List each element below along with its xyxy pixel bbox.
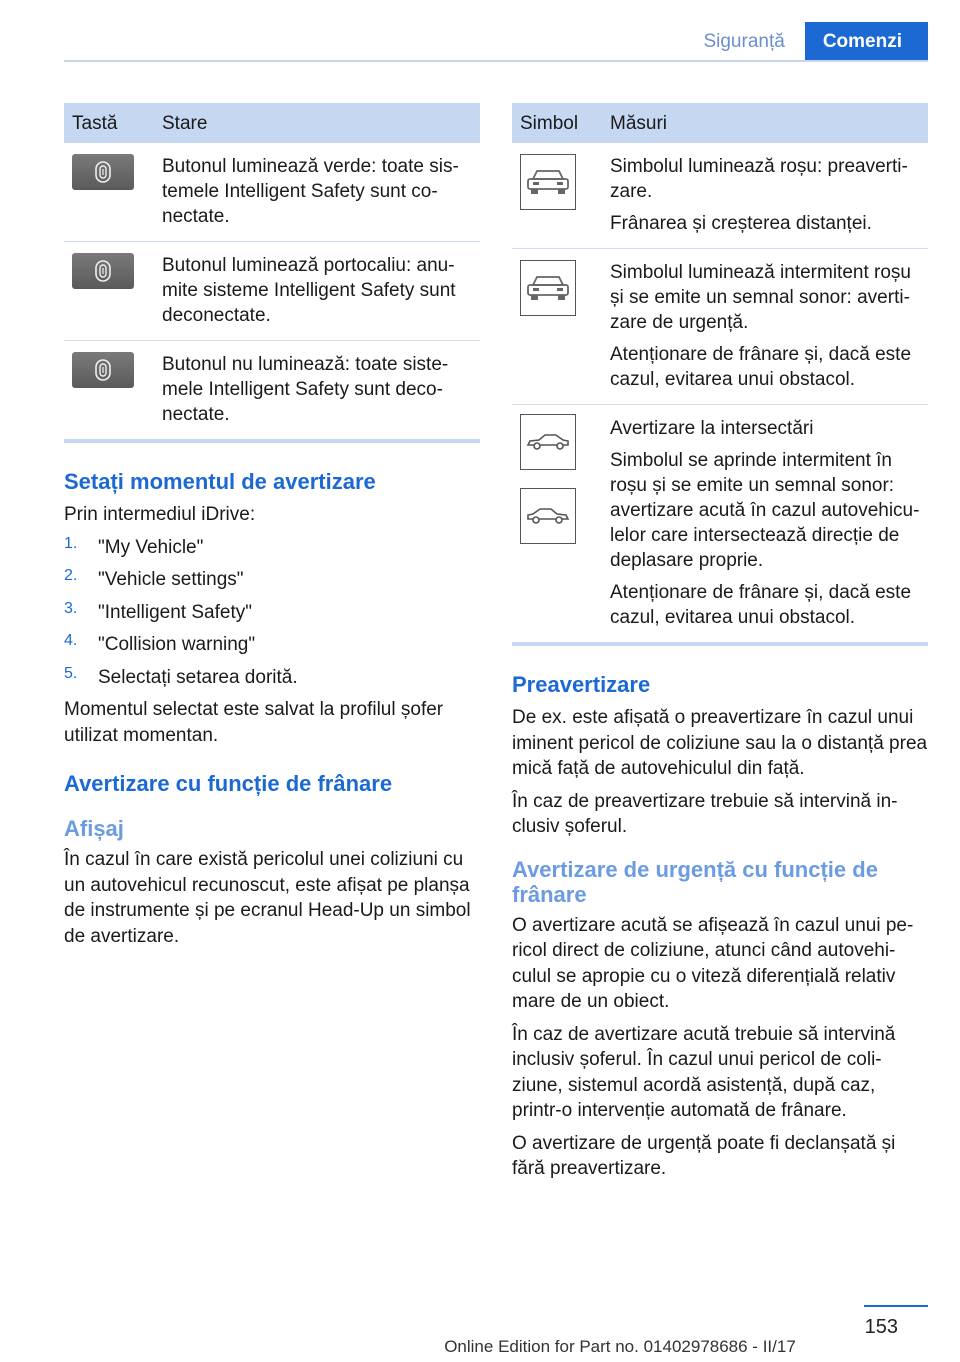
status-text: Butonul nu luminează: toate siste-mele Intelligent Safety sunt deco-nectate. [162, 354, 449, 425]
heading-afisaj: Afișaj [64, 816, 124, 841]
step-text: Selectați setarea dorită. [98, 666, 298, 688]
column-header-tasta: Tastă [64, 103, 154, 143]
status-text: Butonul luminează portocaliu: anu-mite sisteme Intelligent Safety sunt deconectate. [154, 242, 480, 341]
table-row [64, 341, 480, 440]
steps-list [64, 535, 480, 691]
header-tabs [683, 22, 928, 62]
heading-avertizare-franare: Avertizare cu funcție de frânare [64, 771, 393, 796]
step-number: 5. [64, 664, 78, 682]
measure-text: Frânarea și creșterea distanței. [610, 213, 872, 234]
column-header-masuri: Măsuri [602, 103, 928, 143]
intelligent-safety-button-icon [72, 253, 134, 289]
button-status-table [64, 103, 480, 439]
step-text: "My Vehicle" [98, 536, 204, 558]
status-text: Butonul luminează verde: toate sis-temele Intelligent Safety sunt co-nectate. [154, 143, 480, 242]
heading-setati-momentul: Setați momentul de avertizare [64, 469, 376, 494]
car-rear-warning-icon [520, 260, 576, 316]
symbol-measures-table [512, 103, 928, 642]
paragraph-afisaj: În cazul în care există pericolul unei coliziuni cu un autovehicul recunoscut, este afișat pe planșa de instrumente și pe ecranul Head-Up un simbol de avertizare. [64, 849, 471, 947]
measure-text: Avertizare la intersectări [610, 418, 814, 439]
edition-footer: Online Edition for Part no. 01402978686 - II/17 [444, 1337, 796, 1356]
paragraph-preavertizare: În caz de preavertizare trebuie să intervină in-clusiv șoferul. [512, 790, 898, 837]
page-number-rule [864, 1305, 928, 1307]
list-item [64, 600, 480, 626]
paragraph-urgenta: O avertizare de urgență poate fi declanșată și fără preavertizare. [512, 1132, 896, 1179]
list-item [64, 535, 480, 561]
column-header-simbol: Simbol [512, 103, 602, 143]
step-number: 4. [64, 632, 78, 649]
table-row [512, 405, 928, 643]
measure-text: Simbolul luminează intermitent roșu și se emite un semnal sonor: averti-zare de urgență. [610, 262, 911, 333]
paragraph-momentul: Momentul selectat este salvat la profilul șofer utilizat momentan. [64, 699, 444, 746]
table-header-row [512, 103, 928, 143]
header-divider [64, 60, 928, 62]
list-item [64, 632, 480, 658]
table-row [512, 249, 928, 405]
paragraph-preavertizare: De ex. este afișată o preavertizare în cazul unui iminent pericol de coliziune sau la o distanță prea mică față de autovehiculul din față. [512, 707, 928, 779]
step-number: 1. [64, 534, 78, 552]
step-number: 3. [64, 599, 78, 617]
heading-preavertizare: Preavertizare [512, 672, 651, 697]
left-column [64, 103, 480, 956]
column-header-stare: Stare [154, 103, 480, 143]
page-number: 153 [864, 1316, 898, 1338]
table-row [512, 143, 928, 249]
list-item [64, 665, 480, 691]
car-side-right-icon [520, 488, 576, 544]
measure-text: Atenționare de frânare și, dacă este cazul, evitarea unui obstacol. [610, 582, 912, 628]
car-rear-warning-icon [520, 154, 576, 210]
table-row [64, 242, 480, 341]
paragraph-urgenta: În caz de avertizare acută trebuie să intervină inclusiv șoferul. În cazul unui pericol de coli-ziune, sistemul acordă asistență, după caz, printr-o intervenție automată de frânare. [512, 1023, 896, 1121]
table-row [64, 143, 480, 242]
list-item [64, 567, 480, 593]
intelligent-safety-button-icon [72, 154, 134, 190]
paragraph-urgenta: O avertizare acută se afișează în cazul unui pe-ricol direct de coliziune, atunci când autovehi-culul se apropie cu o viteză diferențială relativ mare de un obiect. [512, 914, 914, 1012]
measure-text: Atenționare de frânare și, dacă este cazul, evitarea unui obstacol. [610, 344, 912, 390]
paragraph-idrive: Prin intermediul iDrive: [64, 504, 256, 525]
right-column [512, 103, 928, 1189]
step-text: "Intelligent Safety" [98, 601, 252, 623]
step-number: 2. [64, 567, 78, 584]
step-text: "Vehicle settings" [98, 569, 244, 590]
measure-text: Simbolul luminează roșu: preaverti-zare. [610, 156, 908, 202]
measure-text: Simbolul se aprinde intermitent în roșu și se emite un semnal sonor: avertizare acută în cazul autovehicu-lelor care intersectează direcție de deplasare proprie. [610, 450, 920, 571]
step-text: "Collision warning" [98, 634, 256, 655]
tab-siguranta[interactable]: Siguranță [703, 31, 785, 52]
car-side-left-icon [520, 414, 576, 470]
table-header-row [64, 103, 480, 143]
tab-comenzi[interactable]: Comenzi [805, 22, 928, 62]
heading-avertizare-urgenta: Avertizare de urgență cu funcție de frânare [512, 856, 878, 907]
intelligent-safety-button-icon [72, 352, 134, 388]
